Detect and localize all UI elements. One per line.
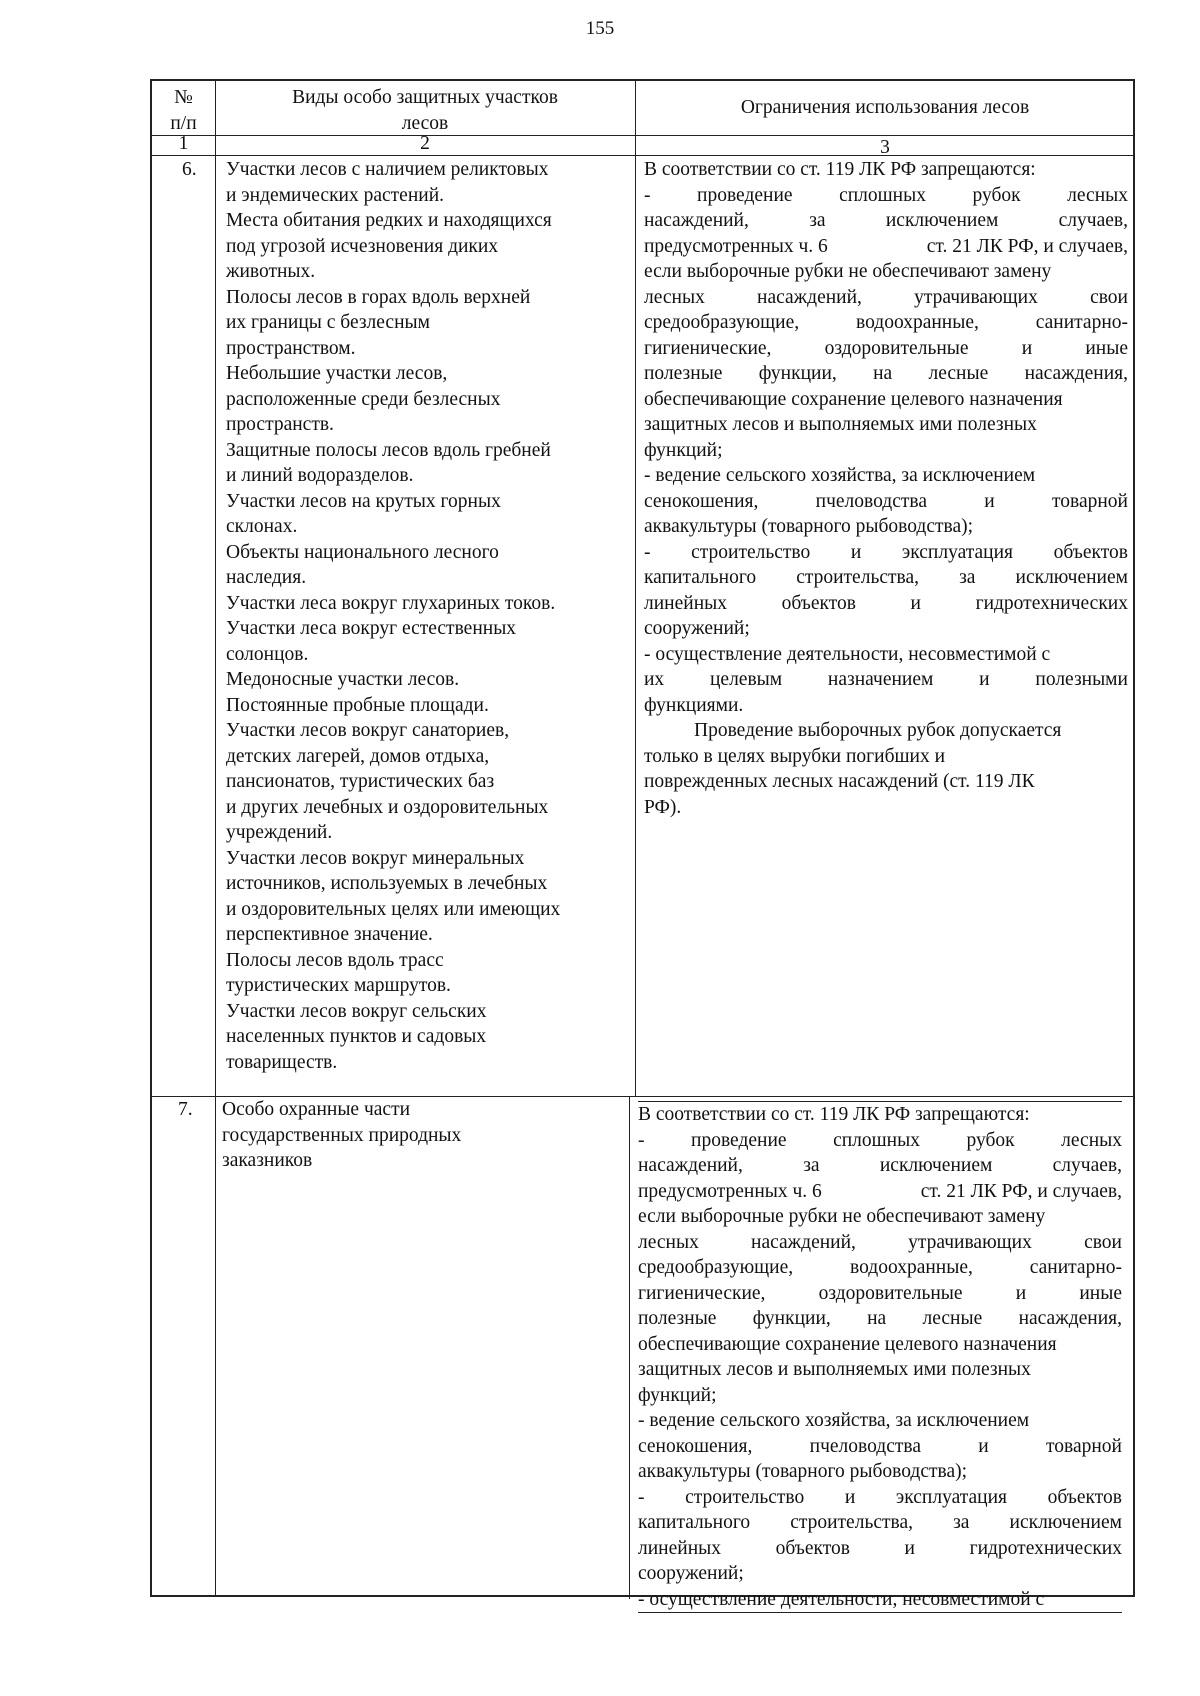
row-6-kinds-line: Полосы лесов в горах вдоль верхней — [226, 286, 531, 308]
page-number: 155 — [585, 18, 615, 39]
row-6-kinds-line: наследия. — [226, 567, 307, 588]
row-6-kinds-line: склонах. — [226, 516, 298, 537]
row-6-kinds-line: пансионатов, туристических баз — [226, 771, 495, 792]
row-6-kinds-line: товариществ. — [226, 1051, 338, 1073]
row-6-kinds-line: и эндемических растений. — [226, 184, 445, 206]
row-6-kinds-line: солонцов. — [226, 643, 309, 665]
header-restrictions-label: Ограничения использования лесов — [740, 97, 1030, 118]
row-6-kinds-line: под угрозой исчезновения диких — [226, 235, 499, 257]
row-6-restriction-item-4: - осуществление деятельности, несовместимой с их целевым назначением и полезными функциями. — [644, 643, 1128, 716]
row-6-restriction-item-2: - ведение сельского хозяйства, за исключением сенокошения, пчеловодства и товарной аквакультуры (товарного рыбоводства); — [644, 465, 1128, 537]
row-7-restrictions — [638, 1101, 1122, 1613]
row-6-kinds-line: Участки леса вокруг глухариных токов. — [226, 592, 556, 614]
header-restrictions-col — [635, 95, 1135, 121]
row-6-kinds-line: Участки леса вокруг естественных — [226, 618, 517, 639]
row-7-restrictions-intro: В соответствии со ст. 119 ЛК РФ запрещаются: — [638, 1104, 1030, 1125]
row-6-kinds-line: Участки лесов вокруг минеральных — [226, 847, 525, 869]
row-6-kinds-line: Участки лесов вокруг санаториев, — [226, 720, 510, 741]
header-kinds-line1: Виды особо защитных участков — [292, 87, 558, 108]
numbering-cell-2: 2 — [420, 133, 430, 154]
row-6-kinds-line: их границы с безлесным — [226, 312, 430, 333]
row-6-restrictions — [644, 157, 1128, 820]
row-6-kinds-line: расположенные среди безлесных — [226, 388, 501, 410]
row-6-kinds-line: населенных пунктов и садовых — [226, 1026, 487, 1047]
row-6-kinds-line: пространств. — [226, 414, 334, 435]
row-6-kinds — [226, 157, 631, 1075]
column-divider-2-row7 — [629, 1096, 630, 1599]
row-6-kinds-line: детских лагерей, домов отдыха, — [226, 745, 490, 767]
row-6-kinds-line: туристических маршрутов. — [226, 975, 451, 996]
row-7-restriction-item-1: - проведение сплошных рубок лесных насаждений, за исключением случаев, предусмотренных ч. 6 ст. 21 ЛК РФ, и случаев, если выборочные рубки не обеспечивают замену лесных насаждений, утрачивающих свои средообразующие, водоохранные, санитарно- гигиенические, оздоровительные и иные полезные функции, на лесные насаждения, обеспечивающие сохранение целевого назначения защитных лесов и выполняемых ими полезных функций; — [638, 1129, 1122, 1406]
row-6-restrictions-intro: В соответствии со ст. 119 ЛК РФ запрещаются: — [644, 159, 1036, 180]
row-6-restriction-note: Проведение выборочных рубок допускается только в целях вырубки погибших и поврежденных лесных насаждений (ст. 119 ЛК РФ). — [644, 720, 1062, 818]
row-6-restriction-item-1: - проведение сплошных рубок лесных насаждений, за исключением случаев, предусмотренных ч. 6 ст. 21 ЛК РФ, и случаев, если выборочные рубки не обеспечивают замену лесных насаждений, утрачивающих свои средообразующие, водоохранные, санитарно- гигиенические, оздоровительные и иные полезные функции, на лесные насаждения, обеспечивающие сохранение целевого назначения защитных лесов и выполняемых ими полезных функций; — [644, 184, 1128, 461]
row-6-kinds-line: и других лечебных и оздоровительных — [226, 796, 549, 818]
row-7-restriction-item-2: - ведение сельского хозяйства, за исключением сенокошения, пчеловодства и товарной аквакультуры (товарного рыбоводства); — [638, 1410, 1122, 1482]
column-divider-1 — [215, 81, 216, 1595]
row-6-kinds-line: Полосы лесов вдоль трасс — [226, 949, 444, 971]
row-6-kinds-line: Места обитания редких и находящихся — [226, 210, 552, 231]
row-6-kinds-line: Постоянные пробные площади. — [226, 694, 489, 716]
row-6-kinds-line: Участки лесов на крутых горных — [226, 490, 501, 512]
header-number-sign: № — [174, 87, 193, 108]
row-6-kinds-line: Участки лесов с наличием реликтовых — [226, 159, 549, 180]
row-6-kinds-line: перспективное значение. — [226, 924, 433, 945]
row-7-kinds — [222, 1097, 622, 1174]
row-7-kinds-line: заказников — [222, 1150, 313, 1171]
header-kinds-line2: лесов — [401, 112, 449, 134]
row-6-kinds-line: Небольшие участки лесов, — [226, 363, 448, 384]
row-7-kinds-line: Особо охранные части — [222, 1099, 411, 1120]
row-7-kinds-line: государственных природных — [222, 1124, 462, 1146]
row-6-restriction-item-3: - строительство и эксплуатация объектов капитального строительства, за исключением линейных объектов и гидротехнических сооружений; — [644, 541, 1128, 639]
row-6-kinds-line: животных. — [226, 261, 316, 282]
row-7-restriction-item-4: - осуществление деятельности, несовместимой с — [638, 1588, 1045, 1610]
row-6-kinds-line: источников, используемых в лечебных — [226, 873, 548, 894]
row-6-kinds-line: и оздоровительных целях или имеющих — [226, 898, 561, 920]
row-6-kinds-line: Объекты национального лесного — [226, 541, 499, 563]
row-6-kinds-line: Участки лесов вокруг сельских — [226, 1000, 487, 1022]
row-6-kinds-line: пространством. — [226, 337, 356, 359]
row-7-restriction-item-3: - строительство и эксплуатация объектов капитального строительства, за исключением линейных объектов и гидротехнических сооружений; — [638, 1486, 1122, 1584]
restrictions-table — [150, 79, 1135, 1610]
header-number-col — [152, 85, 215, 136]
numbering-cell-3: 3 — [880, 137, 890, 158]
header-kinds-col — [215, 85, 635, 136]
header-number-label: п/п — [170, 112, 197, 134]
row-6-kinds-line: учреждений. — [226, 822, 333, 843]
row-7-number: 7. — [178, 1099, 193, 1120]
row-6-kinds-line: и линий водоразделов. — [226, 465, 414, 486]
row-6-kinds-line: Защитные полосы лесов вдоль гребней — [226, 439, 551, 461]
row-6-number: 6. — [182, 159, 197, 180]
column-divider-2-row6 — [635, 81, 636, 1096]
numbering-cell-1: 1 — [178, 133, 189, 154]
row-6-kinds-line: Медоносные участки лесов. — [226, 669, 460, 690]
